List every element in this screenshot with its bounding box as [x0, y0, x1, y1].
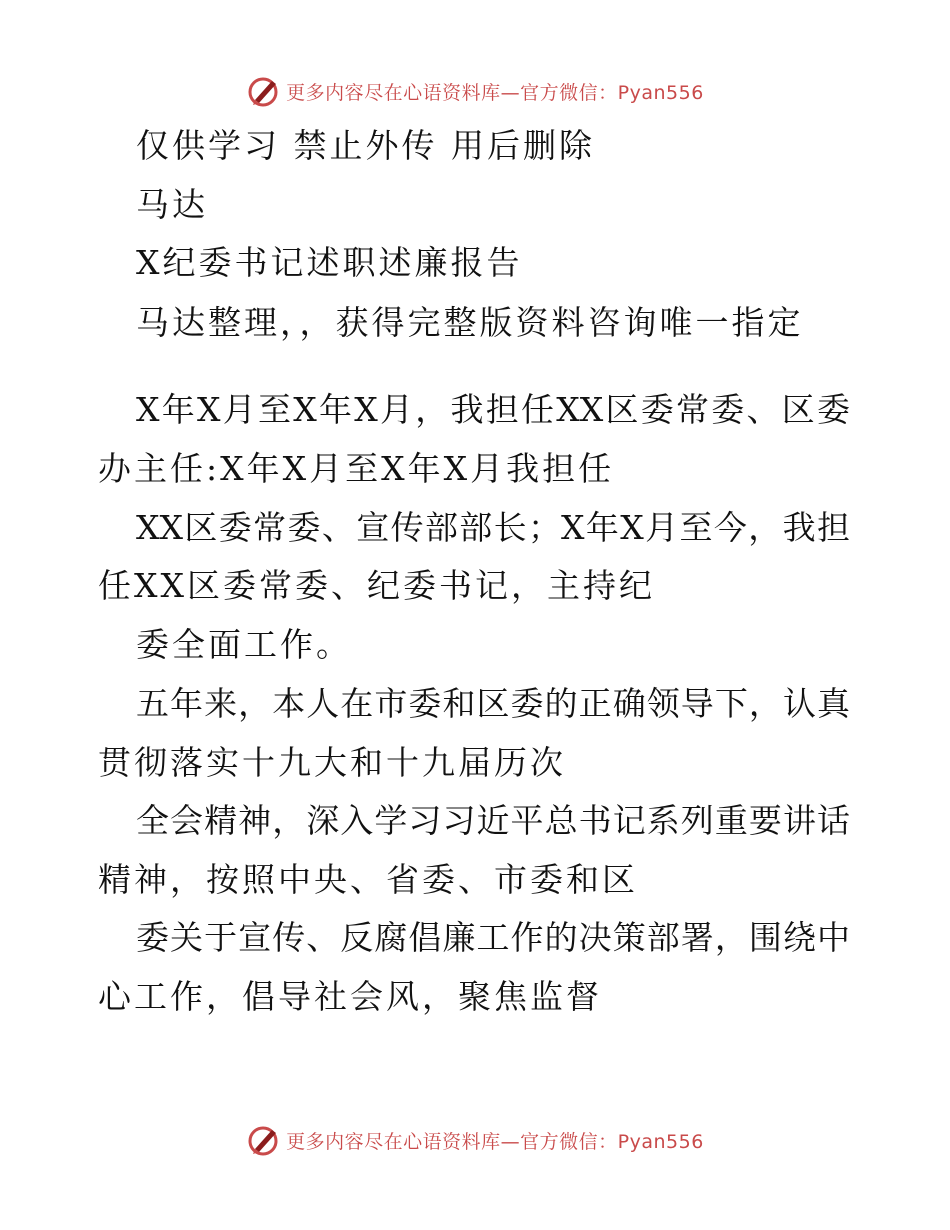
paragraph-line: 心工作，倡导社会风，聚焦监督	[98, 977, 602, 1016]
paragraph-line: X年X月至X年X月，我担任XX区委常委、区委	[136, 390, 850, 429]
paragraph-line: 委关于宣传、反腐倡廉工作的决策部署，围绕中	[136, 918, 850, 957]
paragraph-line: 全会精神，深入学习习近平总书记系列重要讲话	[136, 801, 850, 840]
contact-line: 马达整理，，获得完整版资料咨询唯一指定	[136, 303, 804, 342]
paragraph-line: 贯彻落实十九大和十九届历次	[98, 743, 566, 782]
paragraph-line: 委全面工作。	[136, 625, 352, 664]
notice-line: 仅供学习 禁止外传 用后删除	[136, 126, 595, 165]
pen-logo-icon	[246, 1122, 282, 1158]
paragraph-line: 五年来，本人在市委和区委的正确领导下，认真	[136, 684, 850, 723]
document-title: X纪委书记述职述廉报告	[136, 243, 523, 282]
author-line: 马达	[136, 185, 208, 224]
paragraph-line: 任XX区委常委、纪委书记，主持纪	[98, 566, 655, 605]
paragraph-line: XX区委常委、宣传部部长；X年X月至今，我担	[136, 508, 850, 547]
paragraph-line: 精神，按照中央、省委、市委和区	[98, 860, 638, 899]
paragraph-line: 办主任:X年X月至X年X月我担任	[98, 449, 615, 488]
header-watermark-text: 更多内容尽在心语资料库—官方微信：Pyan556	[286, 81, 704, 104]
footer-watermark	[0, 1120, 950, 1160]
footer-watermark-text: 更多内容尽在心语资料库—官方微信：Pyan556	[286, 1130, 704, 1153]
